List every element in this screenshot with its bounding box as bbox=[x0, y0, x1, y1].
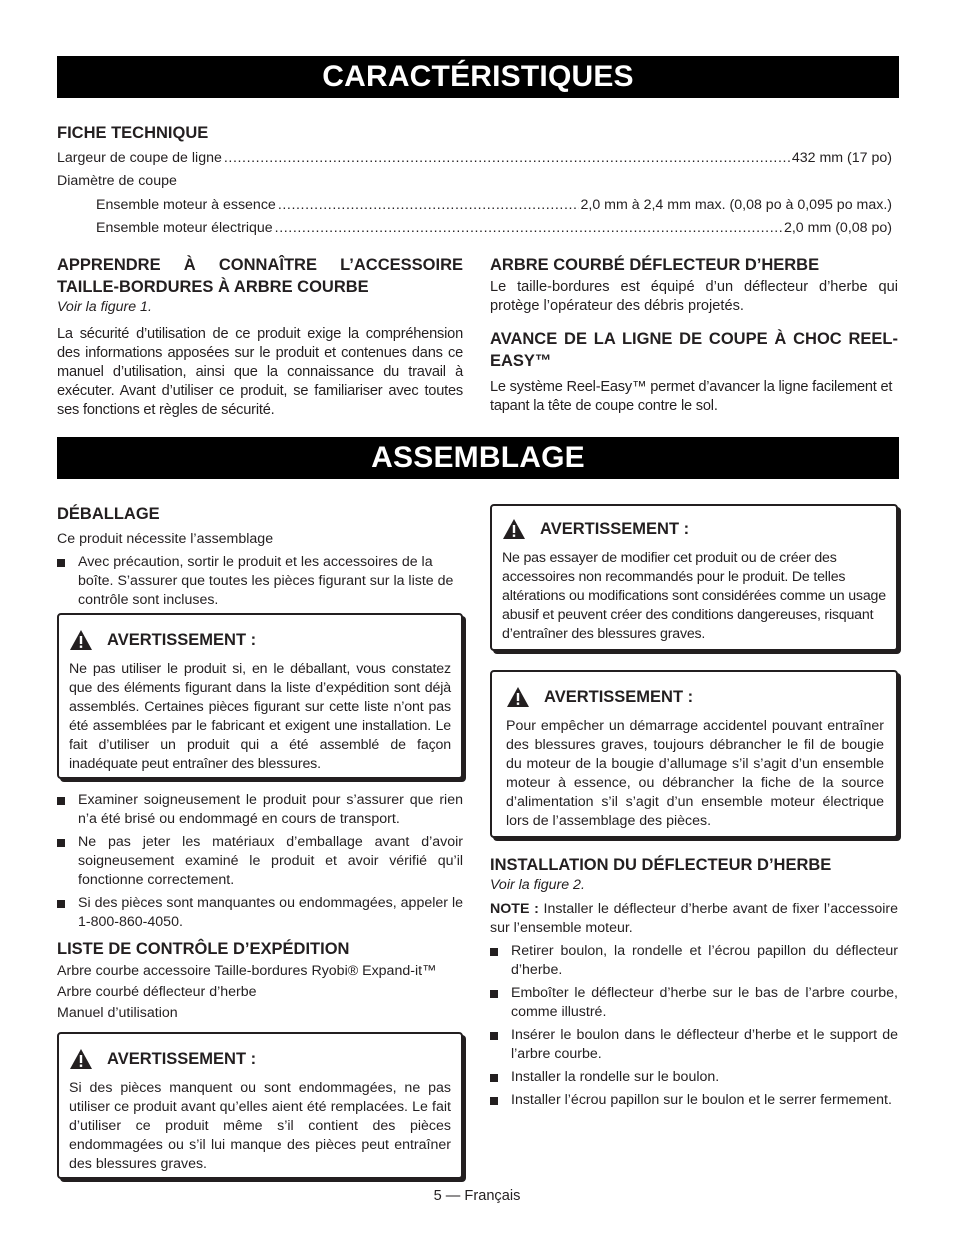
list-item-text: Emboîter le déflecteur d’herbe sur le bas de l’arbre courbe, comme illustré. bbox=[511, 985, 898, 1020]
list-item bbox=[57, 894, 463, 932]
installation-title: INSTALLATION DU DÉFLECTEUR D’HERBE bbox=[490, 856, 832, 874]
warning-box-deballage bbox=[57, 613, 463, 779]
arbre-body: Le taille-bordures est équipé d’un déflecteur d’herbe qui protège l’opérateur des débris projetés. bbox=[490, 279, 898, 314]
warning-triangle-icon bbox=[69, 629, 93, 651]
list-item bbox=[57, 791, 463, 829]
deballage-title: DÉBALLAGE bbox=[57, 505, 160, 523]
list-item-text: Examiner soigneusement le produit pour s’assurer que rien n’a été brisé ou endommagé en cours de transport. bbox=[78, 792, 463, 827]
square-bullet-icon bbox=[490, 948, 498, 956]
warning-triangle-icon bbox=[502, 518, 526, 540]
list-item bbox=[490, 942, 898, 980]
warning-header bbox=[502, 518, 886, 540]
installation-section bbox=[490, 854, 898, 1114]
spec-row-electrique bbox=[96, 219, 892, 238]
liste-title: LISTE DE CONTRÔLE D’EXPÉDITION bbox=[57, 940, 350, 958]
warning-header bbox=[69, 1048, 451, 1070]
list-item-text: Retirer boulon, la rondelle et l’écrou papillon du déflecteur d’herbe. bbox=[511, 943, 898, 978]
deballage-section-continued bbox=[57, 791, 463, 1023]
apprendre-body: La sécurité d’utilisation de ce produit exige la compréhension des informations apposées sur le produit et contenues dans ce manuel d’utilisation, ainsi que la connaissance du travail à exécuter. Avant d’utiliser ce produit, se familiariser avec toutes ses fonctions et règles de sécurité. bbox=[57, 326, 463, 418]
deballage-section bbox=[57, 503, 463, 614]
warning-body: Ne pas essayer de modifier cet produit ou de créer des accessoires non recommandés pour le produit. De telles altérations ou modifications sont considérées comme un usage abusif et peuvent créer des conditions dangereuses, risquant d’entraîner des blessures graves. bbox=[502, 550, 886, 642]
apprendre-title: APPRENDRE À CONNAÎTRE L’ACCESSOIRE TAILLE-BORDURES À ARBRE COURBE bbox=[57, 256, 463, 296]
liste-item-text: Arbre courbe accessoire Taille-bordures Ryobi® Expand-it™ bbox=[57, 963, 437, 979]
warning-box-demarrage bbox=[490, 670, 898, 838]
warning-title: AVERTISSEMENT : bbox=[544, 687, 694, 706]
list-item-text: Insérer le boulon dans le déflecteur d’herbe et le support de l’arbre courbe. bbox=[511, 1027, 898, 1062]
installation-note bbox=[490, 900, 898, 938]
square-bullet-icon bbox=[490, 1097, 498, 1105]
square-bullet-icon bbox=[490, 1032, 498, 1040]
list-item bbox=[490, 1026, 898, 1064]
spec-value: 2,0 mm (0,08 po) bbox=[783, 220, 892, 236]
warning-header bbox=[506, 686, 884, 708]
note-label: NOTE : bbox=[490, 901, 539, 917]
arbre-section bbox=[490, 254, 898, 416]
square-bullet-icon bbox=[57, 839, 65, 847]
page-footer: 5 — Français bbox=[433, 1188, 521, 1204]
leader-dots bbox=[224, 149, 790, 168]
deballage-list-1 bbox=[57, 553, 463, 610]
spec-row-essence bbox=[96, 196, 892, 215]
deballage-list-2 bbox=[57, 791, 463, 932]
list-item-text: Avec précaution, sortir le produit et les accessoires de la boîte. S’assurer que toutes les pièces figurant sur la liste de contrôle sont incluses. bbox=[78, 554, 454, 608]
liste-item-3: Manuel d’utilisation bbox=[57, 1005, 178, 1021]
deballage-intro: Ce produit nécessite l’assemblage bbox=[57, 531, 274, 547]
note-body: Installer le déflecteur d’herbe avant de fixer l’accessoire sur l’ensemble moteur. bbox=[490, 901, 899, 936]
section-banner-caracteristiques: CARACTÉRISTIQUES bbox=[57, 56, 899, 98]
list-item bbox=[490, 984, 898, 1022]
installation-steps bbox=[490, 942, 898, 1110]
liste-item-2: Arbre courbé déflecteur d’herbe bbox=[57, 984, 257, 1000]
list-item-text: Si des pièces sont manquantes ou endommagées, appeler le 1-800-860-4050. bbox=[78, 895, 463, 930]
list-item bbox=[490, 1091, 898, 1110]
spec-row-largeur bbox=[57, 149, 892, 168]
list-item-text: Ne pas jeter les matériaux d’emballage avant d’avoir soigneusement examiné le produit et avoir vérifié qu’il fonctionne correctement. bbox=[78, 834, 463, 888]
spec-label-diametre: Diamètre de coupe bbox=[57, 173, 177, 189]
leader-dots bbox=[275, 219, 782, 238]
spec-label: Ensemble moteur électrique bbox=[96, 220, 273, 236]
warning-body: Si des pièces manquent ou sont endommagées, ne pas utiliser ce produit avant qu’elles aient été remplacées. Le fait d’utiliser ce produit même s’il contient des pièces endommagées ou s’il lui manque des pièces peut entraîner des blessures graves. bbox=[69, 1080, 451, 1172]
warning-header bbox=[69, 629, 451, 651]
spec-label: Largeur de coupe de ligne bbox=[57, 150, 222, 166]
list-item-text: Installer la rondelle sur le boulon. bbox=[511, 1069, 720, 1085]
figure-reference: Voir la figure 1. bbox=[57, 299, 152, 315]
list-item bbox=[490, 1068, 898, 1087]
apprendre-section bbox=[57, 254, 463, 420]
warning-body: Ne pas utiliser le produit si, en le déballant, vous constatez que des éléments figurant dans la liste d’expédition sont déjà assemblés. Certaines pièces figurant sur cette liste n’ont pas été assemblées par le fabricant et exigent une installation. Le fait d’utiliser un produit qui a été assemblé de façon inadéquate peut entraîner des blessures. bbox=[69, 661, 451, 772]
spec-label: Ensemble moteur à essence bbox=[96, 197, 276, 213]
warning-body: Pour empêcher un démarrage accidentel pouvant entraîner des blessures graves, toujours débrancher le fil de bougie du moteur de la bougie d’allumage s’il s’agit d’un ensemble moteur à essence, ou débrancher la fiche de la source d’alimentation s’il s’agit d’un ensemble moteur électrique lors de l’assemblage des pièces. bbox=[506, 718, 884, 829]
spec-value: 2,0 mm à 2,4 mm max. (0,08 po à 0,095 po max.) bbox=[580, 197, 892, 213]
warning-box-pieces bbox=[57, 1032, 463, 1179]
figure-reference: Voir la figure 2. bbox=[490, 877, 585, 893]
avance-title: AVANCE DE LA LIGNE DE COUPE À CHOC REEL-EASY™ bbox=[490, 330, 898, 370]
leader-dots bbox=[278, 196, 579, 215]
arbre-title: ARBRE COURBÉ DÉFLECTEUR D’HERBE bbox=[490, 256, 820, 274]
square-bullet-icon bbox=[490, 1074, 498, 1082]
square-bullet-icon bbox=[57, 559, 65, 567]
warning-triangle-icon bbox=[69, 1048, 93, 1070]
square-bullet-icon bbox=[57, 797, 65, 805]
warning-triangle-icon bbox=[506, 686, 530, 708]
warning-box-modification bbox=[490, 504, 898, 651]
warning-title: AVERTISSEMENT : bbox=[107, 1049, 257, 1068]
list-item-text: Installer l’écrou papillon sur le boulon et le serrer fermement. bbox=[511, 1092, 892, 1108]
fiche-technique-title: FICHE TECHNIQUE bbox=[57, 124, 209, 142]
liste-item-1 bbox=[57, 962, 463, 981]
spec-value: 432 mm (17 po) bbox=[791, 150, 892, 166]
section-banner-assemblage: ASSEMBLAGE bbox=[57, 437, 899, 479]
avance-body: Le système Reel-Easy™ permet d’avancer la ligne facilement et tapant la tête de coupe contre le sol. bbox=[490, 379, 893, 414]
square-bullet-icon bbox=[57, 900, 65, 908]
warning-title: AVERTISSEMENT : bbox=[107, 630, 257, 649]
warning-title: AVERTISSEMENT : bbox=[540, 519, 690, 538]
list-item bbox=[57, 833, 463, 890]
square-bullet-icon bbox=[490, 990, 498, 998]
list-item bbox=[57, 553, 463, 610]
